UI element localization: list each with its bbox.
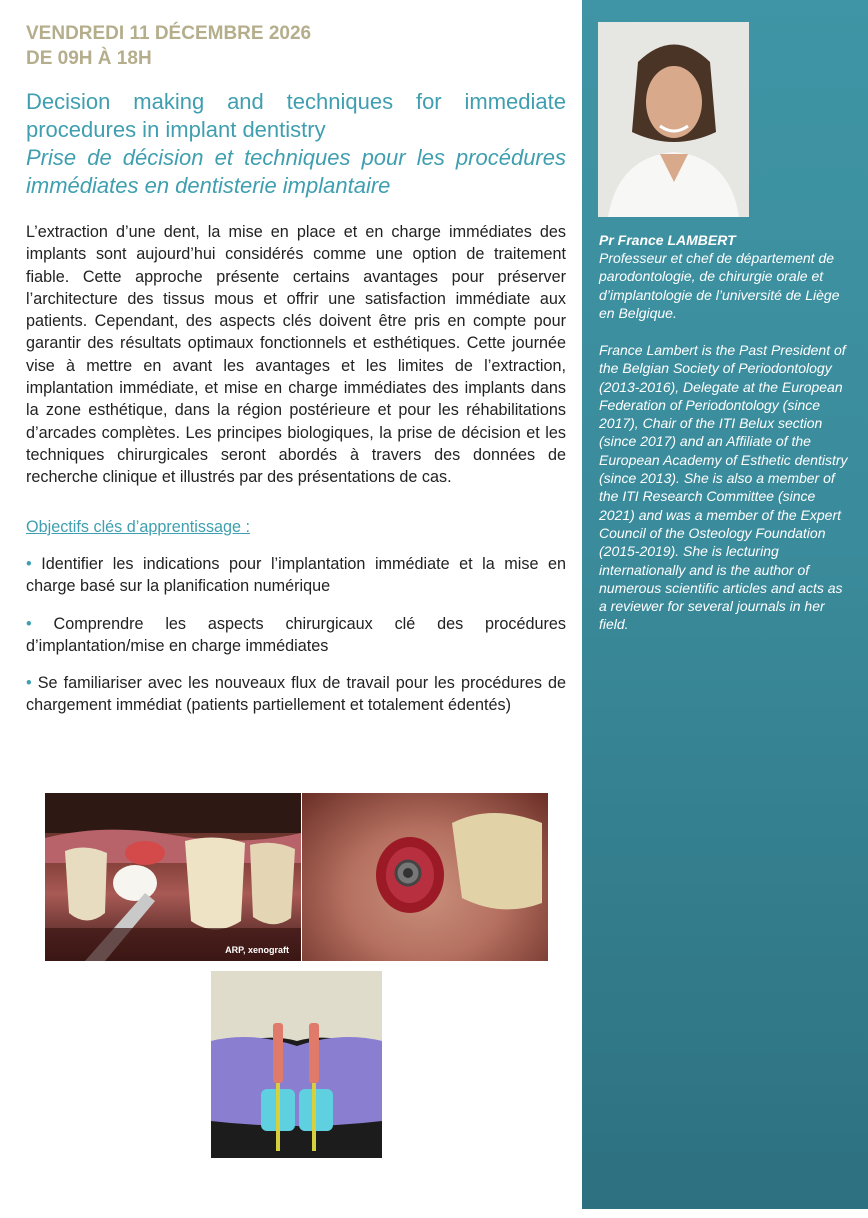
course-description: L’extraction d’une dent, la mise en place et en charge immédiates des implants sont aujourd’hui considérés comme une option de traitement fiable. Cette approche présente certains avantages pour préserver l’architecture des tissus mous et offrir une satisfaction immédiate aux patients. Cependant, des aspects clés doivent être pris en compte pour garantir des résultats optimaux fonctionnels et esthétiques. Cette journée vise à mettre en avant les avantages et les limites de l’extraction, implantation immédiate, et mise en charge immédiates des implants dans la zone esthétique, dans la région postérieure et pour les réhabilitations d’arcades complètes. Les principes biologiques, la prise de décision et les techniques chirurgicales seront abordés à travers des données de recherche clinique et illustrés par des présentations de cas. [26,223,566,487]
extraction-illustration [45,793,301,961]
clinical-photo-extraction [45,793,301,961]
objective-item [26,553,566,598]
implant-illustration [302,793,548,961]
bottom-divider [582,1209,868,1218]
digital-planning-image [211,971,382,1158]
objective-text: Identifier les indications pour l’implantation immédiate et la mise en charge basé sur la planification numérique [26,555,566,596]
speaker-bio-en: France Lambert is the Past President of the Belgian Society of Periodontology (2013-2016), Delegate at the European Federation of Periodontology (since 2017), Chair of the ITI Belux section (since 2017) and an Affiliate of the European Academy of Esthetic dentistry (since 2013). She is also a member of the ITI Research Committee (since 2021) and was a member of the Expert Council of the Osteology Foundation (2015-2019). She is lecturing internationally and is the author of numerous scientific articles and acts as a reviewer for several journals in her field. [599,342,848,633]
objective-item [26,672,566,717]
objectives-heading: Objectifs clés d’apprentissage : [26,518,251,536]
course-title-fr: Prise de décision et techniques pour les procédures immédiates en dentisterie implantaire [26,145,566,198]
event-date: VENDREDI 11 DÉCEMBRE 2026 [26,23,312,44]
event-date-block [26,21,311,71]
bullet-icon: • [26,555,32,573]
speaker-portrait-illustration [598,22,749,217]
course-title-en: Decision making and techniques for immediate procedures in implant dentistry [26,89,566,142]
speaker-bio-fr: Professeur et chef de département de parodontologie, de chirurgie orale et d’implantologie de l’université de Liège en Belgique. [599,250,840,321]
speaker-photo [598,22,749,217]
clinical-photo-implant [302,793,548,961]
bullet-icon: • [26,614,32,633]
objective-text: Se familiariser avec les nouveaux flux de travail pour les procédures de chargement immédiat (patients partiellement et totalement édentés) [26,674,566,715]
event-time: DE 09H À 18H [26,48,152,69]
bullet-icon: • [26,674,32,693]
course-title [26,88,566,200]
objectives-list [26,553,566,732]
photo-caption: ARP, xenograft [225,945,289,955]
objective-item [26,613,566,658]
objective-text: Comprendre les aspects chirurgicaux clé des procédures d’implantation/mise en charge immédiates [26,614,567,655]
implant-planning-illustration [211,971,382,1158]
speaker-name: Pr France LAMBERT [599,232,736,248]
